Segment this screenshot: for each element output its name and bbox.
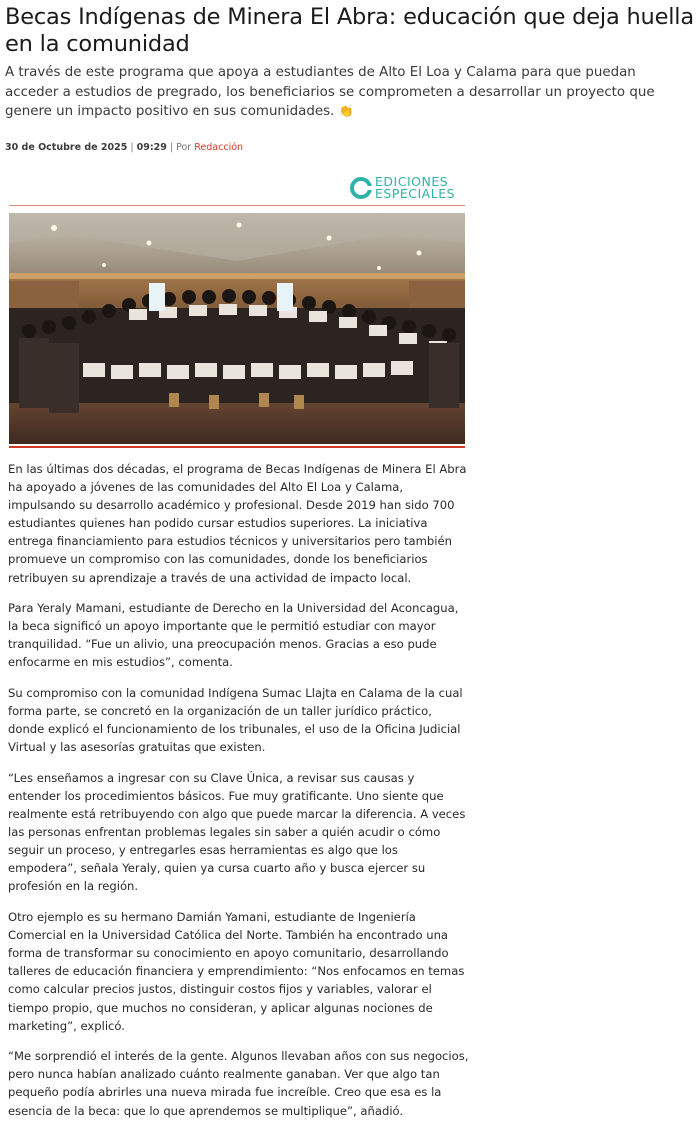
- byline-by-label: | Por: [169, 142, 192, 153]
- group-photo-icon: [9, 213, 465, 444]
- paragraph: Su compromiso con la comunidad Indígena Sumac Llajta en Calama de la cual forma parte, se concretó en la organización de un taller jurídico práctico, donde explicó el funcionamiento de los tribunales, el uso de la Oficina Judicial Virtual y las asesorías gratuitas que existen.: [8, 686, 463, 755]
- paragraph: “Me sorprendió el interés de la gente. Algunos llevaban años con sus negocios, pero nunca habían analizado cuánto realmente ganaban. Ver que algo tan pequeño podía abrirles una nueva mirada fue increíble. Creo que esa es la esencia de la beca: que lo que aprendemos se multiplique”, añadió.: [8, 1049, 469, 1118]
- section-divider: [9, 205, 465, 206]
- publish-time: 09:29: [136, 142, 167, 153]
- lead-text: A través de este programa que apoya a estudiantes de Alto El Loa y Calama para que puedan acceder a estudios de pregrado, los beneficiarios se comprometen a desarrollar un proyecto que genere un impacto positivo en sus comunidades.: [5, 65, 655, 119]
- article-body: [8, 460, 470, 1132]
- paragraph: “Les enseñamos a ingresar con su Clave Única, a revisar sus causas y entender los procedimientos básicos. Fue muy gratificante. Uno siente que realmente está retribuyendo con algo que puede marcar la diferencia. A veces las personas enfrentan problemas legales sin saber a quién acudir o cómo seguir un proceso, y entregarles esas herramientas es algo que los empodera”, señala Yeraly, quien ya cursa cuarto año y busca ejercer su profesión en la región.: [8, 770, 466, 894]
- byline: [5, 141, 243, 155]
- clapping-hands-icon: 👏: [338, 104, 354, 118]
- brand-wordmark: [375, 176, 455, 200]
- author-link[interactable]: Redacción: [194, 142, 244, 153]
- paragraph: Para Yeraly Mamani, estudiante de Derecho en la Universidad del Aconcagua, la beca significó un apoyo importante que le permitió estudiar con mayor tranquilidad. “Fue un alivio, una preocupación menos. Gracias a eso pude enfocarme en mis estudios”, comenta.: [8, 601, 459, 670]
- paragraph: En las últimas dos décadas, el programa de Becas Indígenas de Minera El Abra ha apoyado a jóvenes de las comunidades del Alto El Loa y Calama, impulsando su desarrollo académico y profesional. Desde 2019 han sido 700 estudiantes quienes han podido cursar estudios superiores. La iniciativa entrega financiamiento para estudios técnicos y universitarios pero también promueve un compromiso con las comunidades, donde los beneficiarios retribuyen su aprendizaje a través de una actividad de impacto local.: [8, 462, 467, 585]
- ediciones-especiales-logo: [350, 174, 455, 202]
- article-lead: [5, 63, 685, 122]
- brand-logo-icon: [350, 177, 372, 199]
- brand-line-2: ESPECIALES: [375, 186, 456, 201]
- article-title: Becas Indígenas de Minera El Abra: educación que deja huella en la comunidad: [5, 4, 694, 57]
- publish-date: 30 de Octubre de 2025: [5, 142, 128, 153]
- paragraph: Otro ejemplo es su hermano Damián Yamani, estudiante de Ingeniería Comercial en la Universidad Católica del Norte. También ha encontrado una forma de transformar su conocimiento en apoyo comunitario, desarrollando talleres de educación financiera y emprendimiento: “Nos enfocamos en temas como calcular precios justos, distinguir costos fijos y variables, valorar el tiempo propio, que muchos no consideran, y aplicar algunas nociones de marketing”, explicó.: [8, 910, 465, 1033]
- article-photo: [9, 213, 465, 448]
- brand-line-1: EDICIONES: [375, 174, 449, 189]
- byline-separator: |: [130, 142, 134, 153]
